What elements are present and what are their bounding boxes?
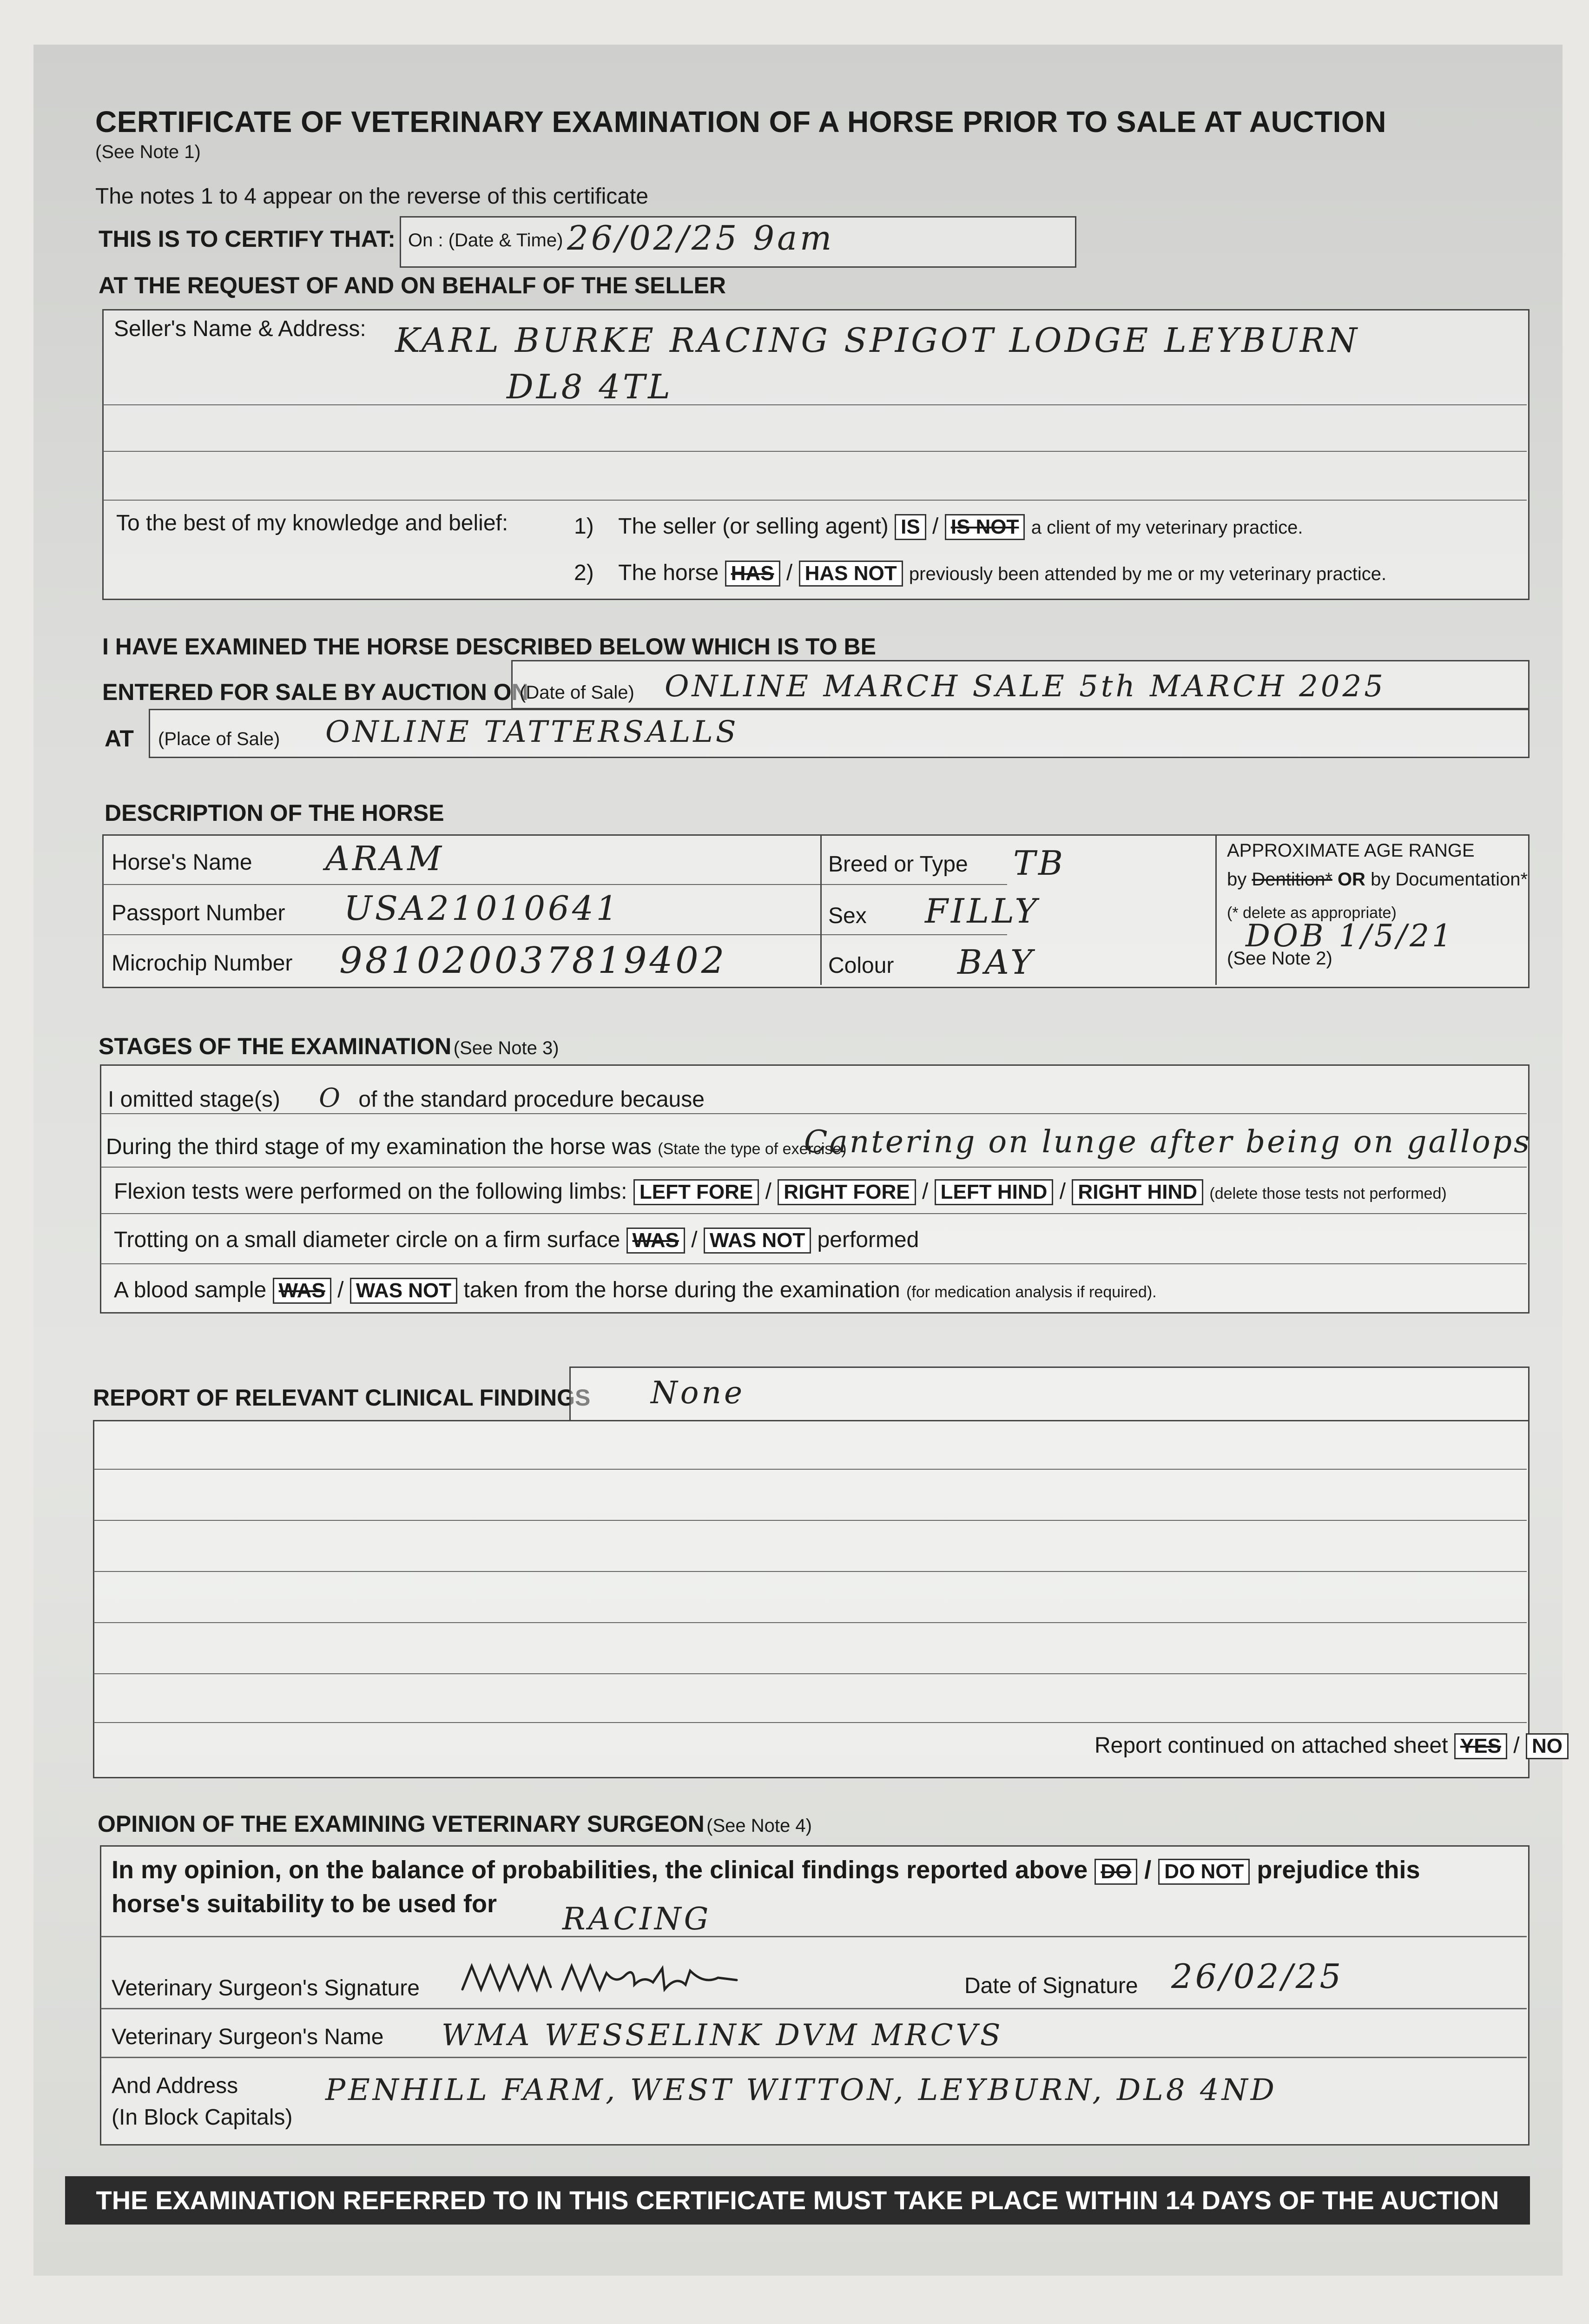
seller-line1: KARL BURKE RACING SPIGOT LODGE LEYBURN (395, 321, 1360, 360)
stages-rule-2 (101, 1167, 1527, 1168)
opinion-do-option[interactable]: DO (1094, 1859, 1137, 1885)
date-of-sale-label: (Date of Sale) (520, 682, 634, 703)
trot-was-option[interactable]: WAS (626, 1228, 685, 1254)
place-of-sale-label: (Place of Sale) (158, 729, 280, 749)
opinion-rule-1 (101, 1936, 1527, 1937)
flexion-left-fore[interactable]: LEFT FORE (633, 1179, 759, 1205)
report-rule-6 (94, 1722, 1527, 1723)
blood-pre: A blood sample (114, 1278, 267, 1302)
opinion-text-post: prejudice this (1257, 1856, 1420, 1884)
report-rule-1 (94, 1469, 1527, 1470)
third-stage-value: Cantering on lunge after being on gallops (804, 1124, 1531, 1160)
address-label-1: And Address (112, 2073, 238, 2098)
third-stage-label (106, 1134, 847, 1160)
age-heading: APPROXIMATE AGE RANGE (1227, 840, 1475, 861)
seller-rule-2 (103, 451, 1527, 452)
address-label-2: (In Block Capitals) (112, 2105, 293, 2130)
report-rule-3 (94, 1571, 1527, 1572)
has-option[interactable]: HAS (725, 561, 780, 587)
microchip-value: 981020037819402 (339, 940, 727, 982)
age-documentation: by Documentation* (1371, 869, 1528, 890)
stages-heading-note: (See Note 3) (453, 1038, 559, 1058)
flexion-right-hind[interactable]: RIGHT HIND (1072, 1179, 1203, 1205)
horse-name-value: ARAM (325, 839, 444, 878)
stages-heading: STAGES OF THE EXAMINATION (99, 1033, 452, 1059)
colour-value: BAY (957, 943, 1035, 982)
blood-row: A blood sample WAS / WAS NOT taken from the horse during the examination (for medication analysis if required). (114, 1277, 1157, 1304)
vet-name-value: WMA WESSELINK DVM MRCVS (442, 2018, 1003, 2053)
belief-item1-sep: / (932, 514, 939, 539)
has-not-option[interactable]: HAS NOT (799, 561, 903, 587)
belief-item2-pre: The horse (618, 561, 719, 585)
belief-label: To the best of my knowledge and belief: (116, 511, 508, 535)
examined-line1: I HAVE EXAMINED THE HORSE DESCRIBED BELOW WHICH IS TO BE (102, 634, 876, 660)
desc-rule-1 (103, 884, 1007, 885)
belief-item1-pre: The seller (or selling agent) (618, 514, 889, 539)
is-not-option[interactable]: IS NOT (945, 514, 1025, 540)
opinion-text-line1: In my opinion, on the balance of probabilities, the clinical findings reported above DO / DO NOT prejudice this (112, 1856, 1420, 1884)
signature-image (458, 1957, 760, 2003)
belief-item1-num: 1) (574, 514, 594, 539)
belief-item2 (574, 560, 1386, 587)
omitted-value: O (319, 1083, 343, 1113)
flexion-row: Flexion tests were performed on the following limbs: LEFT FORE / RIGHT FORE / LEFT HIND / RIGHT HIND (delete those tests not performed) (114, 1179, 1447, 1205)
description-heading: DESCRIPTION OF THE HORSE (105, 800, 444, 826)
third-stage-note: (State the type of exercise) (658, 1140, 847, 1158)
page-title: CERTIFICATE OF VETERINARY EXAMINATION OF A HORSE PRIOR TO SALE AT AUCTION (95, 105, 1386, 139)
trot-was-not-option[interactable]: WAS NOT (704, 1228, 811, 1254)
flexion-pre: Flexion tests were performed on the following limbs: (114, 1179, 627, 1204)
report-continued-row: Report continued on attached sheet YES / NO (1094, 1733, 1569, 1759)
passport-value: USA21010641 (344, 889, 620, 928)
sex-label: Sex (828, 904, 867, 928)
flexion-post: (delete those tests not performed) (1209, 1185, 1447, 1202)
trot-post: performed (817, 1228, 919, 1252)
colour-label: Colour (828, 953, 894, 978)
flexion-left-hind[interactable]: LEFT HIND (935, 1179, 1054, 1205)
report-value: None (651, 1375, 745, 1411)
belief-item1 (574, 514, 1303, 540)
continued-no-option[interactable]: NO (1526, 1733, 1569, 1759)
opinion-heading: OPINION OF THE EXAMINING VETERINARY SURGEON (98, 1811, 705, 1837)
place-of-sale-value: ONLINE TATTERSALLS (325, 715, 739, 749)
blood-was-option[interactable]: WAS (273, 1278, 331, 1304)
desc-divider-2 (1215, 835, 1217, 985)
third-stage-pre: During the third stage of my examination the horse was (106, 1135, 652, 1159)
horse-name-label: Horse's Name (112, 850, 252, 875)
passport-label: Passport Number (112, 901, 285, 925)
trot-pre: Trotting on a small diameter circle on a firm surface (114, 1228, 620, 1252)
belief-item2-num: 2) (574, 561, 594, 585)
opinion-rule-2 (101, 2008, 1527, 2009)
footer-banner: THE EXAMINATION REFERRED TO IN THIS CERTIFICATE MUST TAKE PLACE WITHIN 14 DAYS OF THE AUCTION (65, 2176, 1530, 2225)
flexion-right-fore[interactable]: RIGHT FORE (778, 1179, 916, 1205)
report-rule-4 (94, 1622, 1527, 1623)
opinion-do-not-option[interactable]: DO NOT (1158, 1859, 1250, 1885)
notes-line: The notes 1 to 4 appear on the reverse of this certificate (95, 184, 649, 209)
blood-note: (for medication analysis if required). (906, 1283, 1157, 1301)
desc-divider-1 (820, 835, 822, 985)
vet-name-label: Veterinary Surgeon's Name (112, 2025, 384, 2049)
date-signature-label: Date of Signature (964, 1974, 1138, 1998)
belief-item1-post: a client of my veterinary practice. (1031, 517, 1303, 538)
stages-rule-3 (101, 1213, 1527, 1214)
date-time-value: 26/02/25 9am (567, 218, 835, 257)
omitted-pre: I omitted stage(s) (108, 1087, 280, 1112)
seller-rule-3 (103, 500, 1527, 501)
blood-was-not-option[interactable]: WAS NOT (350, 1278, 457, 1304)
examined-line2: ENTERED FOR SALE BY AUCTION ON (102, 679, 528, 705)
seller-rule-1 (103, 404, 1527, 405)
omitted-post: of the standard procedure because (358, 1087, 705, 1112)
address-value: PENHILL FARM, WEST WITTON, LEYBURN, DL8 4ND (325, 2073, 1277, 2107)
date-of-sale-value: ONLINE MARCH SALE 5th MARCH 2025 (665, 669, 1386, 704)
certify-label: THIS IS TO CERTIFY THAT: (99, 226, 396, 252)
opinion-rule-3 (101, 2057, 1527, 2058)
opinion-heading-row (98, 1810, 812, 1837)
sex-value: FILLY (925, 891, 1040, 931)
continued-yes-option[interactable]: YES (1454, 1733, 1507, 1759)
request-line: AT THE REQUEST OF AND ON BEHALF OF THE SELLER (99, 272, 726, 298)
opinion-use-value: RACING (562, 1901, 712, 1937)
belief-item2-sep: / (786, 561, 793, 585)
opinion-text-line2: horse's suitability to be used for (112, 1890, 497, 1918)
report-continued-label: Report continued on attached sheet (1094, 1733, 1448, 1758)
age-or: OR (1337, 869, 1365, 890)
microchip-label: Microchip Number (112, 951, 293, 976)
at-label: AT (105, 726, 134, 752)
report-rule-5 (94, 1673, 1527, 1674)
blood-post: taken from the horse during the examination (463, 1278, 900, 1302)
trot-row: Trotting on a small diameter circle on a firm surface WAS / WAS NOT performed (114, 1227, 919, 1254)
date-time-label: On : (Date & Time) (408, 230, 563, 251)
opinion-text-pre: In my opinion, on the balance of probabilities, the clinical findings reported above (112, 1856, 1088, 1884)
age-by: by (1227, 869, 1247, 890)
opinion-heading-note: (See Note 4) (706, 1816, 812, 1836)
report-heading: REPORT OF RELEVANT CLINICAL FINDINGS (93, 1385, 591, 1411)
omitted-row (108, 1083, 705, 1113)
breed-value: TB (1013, 844, 1066, 883)
stages-rule-4 (101, 1263, 1527, 1264)
breed-label: Breed or Type (828, 852, 968, 877)
date-signature-value: 26/02/25 (1171, 1957, 1344, 1996)
seller-line2: DL8 4TL (507, 367, 673, 406)
age-method (1227, 869, 1528, 890)
seller-label: Seller's Name & Address: (114, 317, 366, 341)
age-dentition: Dentition* (1252, 869, 1332, 890)
report-rule-2 (94, 1520, 1527, 1521)
stages-heading-row (99, 1033, 559, 1060)
signature-label: Veterinary Surgeon's Signature (112, 1976, 420, 2000)
stages-rule-1 (101, 1113, 1527, 1114)
belief-item2-post: previously been attended by me or my veterinary practice. (909, 564, 1387, 584)
age-see-note: (See Note 2) (1227, 948, 1332, 969)
report-box[interactable] (93, 1420, 1530, 1778)
age-delete-note: (* delete as appropriate) (1227, 904, 1397, 922)
desc-rule-2 (103, 934, 1007, 935)
see-note-1: (See Note 1) (95, 142, 201, 162)
age-value: DOB 1/5/21 (1246, 918, 1454, 954)
is-option[interactable]: IS (895, 514, 926, 540)
